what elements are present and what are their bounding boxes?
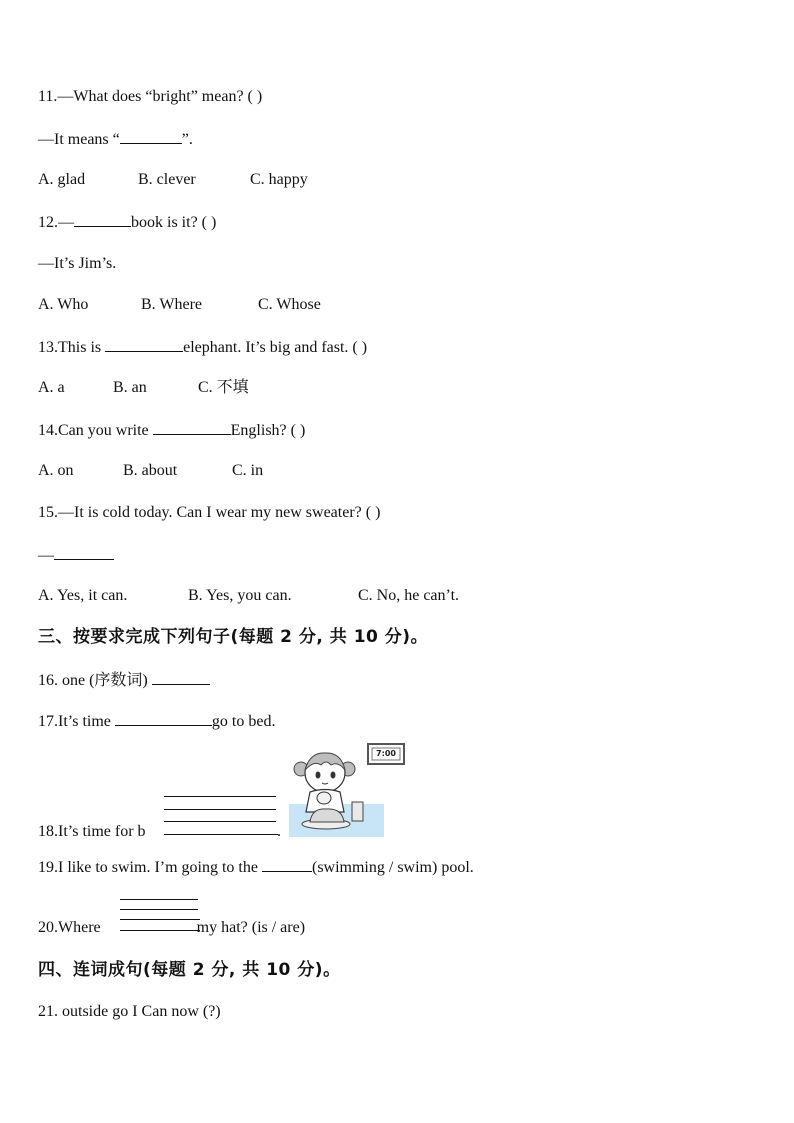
q20-post: my hat? (is / are) (196, 919, 306, 936)
q11-option-a[interactable]: A. glad (38, 171, 86, 188)
q12-option-c[interactable]: C. Whose (258, 296, 321, 313)
q17-blank[interactable] (115, 711, 212, 726)
breakfast-girl-image (288, 742, 406, 838)
q15-question: 15.—It is cold today. Can I wear my new sweater? ( ) (38, 504, 381, 521)
q14-option-a[interactable]: A. on (38, 462, 74, 479)
q11-answer (38, 129, 193, 150)
q14-question (38, 420, 305, 441)
q15-blank[interactable] (54, 545, 114, 560)
q12-options (38, 295, 321, 315)
q18-question (38, 822, 146, 842)
q11-option-b[interactable]: B. clever (138, 171, 196, 188)
q11-option-c[interactable]: C. happy (250, 171, 308, 188)
q14-post: English? ( ) (230, 422, 306, 439)
q15-options (38, 586, 459, 606)
q20-pre: 20.Where (38, 919, 105, 936)
q11-question: 11.—What does “bright” mean? ( ) (38, 88, 263, 105)
q13-question (38, 337, 367, 358)
q13-option-b[interactable]: B. an (113, 379, 147, 396)
q16-blank[interactable] (152, 670, 210, 685)
q11-answer-pre: —It means “ (38, 131, 120, 148)
q12-post: book is it? ( ) (131, 214, 217, 231)
q14-blank[interactable] (153, 420, 231, 435)
q13-option-a[interactable]: A. a (38, 379, 65, 396)
q13-options (38, 378, 249, 398)
q11-answer-post: ”. (181, 131, 193, 148)
q19-pre: 19.I like to swim. I’m going to the (38, 859, 262, 876)
q11-options (38, 170, 308, 190)
q18-writing-lines[interactable] (164, 796, 278, 836)
q12-pre: 12.— (38, 214, 74, 231)
q15-answer (38, 545, 114, 566)
q17-post: go to bed. (211, 713, 276, 730)
q14-options (38, 461, 263, 481)
q12-blank[interactable] (74, 212, 131, 227)
q12-option-b[interactable]: B. Where (141, 296, 203, 313)
q15-answer-pre: — (38, 547, 54, 564)
q19-blank[interactable] (262, 857, 312, 872)
q13-pre: 13.This is (38, 339, 106, 356)
section-3-heading: 三、按要求完成下列句子(每题 2 分, 共 10 分)。 (38, 627, 429, 647)
clock-time: 7:00 (376, 749, 396, 758)
q13-blank[interactable] (105, 337, 183, 352)
q17-pre: 17.It’s time (38, 713, 115, 730)
q12-question (38, 212, 216, 233)
q16-question (38, 670, 210, 691)
q12-answer: —It’s Jim’s. (38, 255, 117, 272)
q19-post: (swimming / swim) pool. (311, 859, 474, 876)
q14-option-c[interactable]: C. in (232, 462, 264, 479)
q17-question (38, 711, 275, 732)
q16-text: 16. one (序数词) (38, 672, 152, 689)
q15-option-c[interactable]: C. No, he can’t. (358, 587, 460, 604)
q20-writing-lines[interactable] (120, 899, 200, 933)
q13-post: elephant. It’s big and fast. ( ) (183, 339, 368, 356)
q19-question (38, 857, 474, 878)
q18-period: . (277, 823, 281, 840)
q21-question: 21. outside go I Can now (?) (38, 1003, 221, 1020)
q11-blank[interactable] (120, 129, 182, 144)
q12-option-a[interactable]: A. Who (38, 296, 89, 313)
q14-option-b[interactable]: B. about (123, 462, 178, 479)
q15-option-b[interactable]: B. Yes, you can. (188, 587, 292, 604)
section-4-heading: 四、连词成句(每题 2 分, 共 10 分)。 (38, 960, 341, 980)
q18-text: 18.It’s time for b (38, 823, 146, 840)
q13-option-c[interactable]: C. 不填 (198, 379, 249, 396)
q14-pre: 14.Can you write (38, 422, 153, 439)
q15-option-a[interactable]: A. Yes, it can. (38, 587, 128, 604)
